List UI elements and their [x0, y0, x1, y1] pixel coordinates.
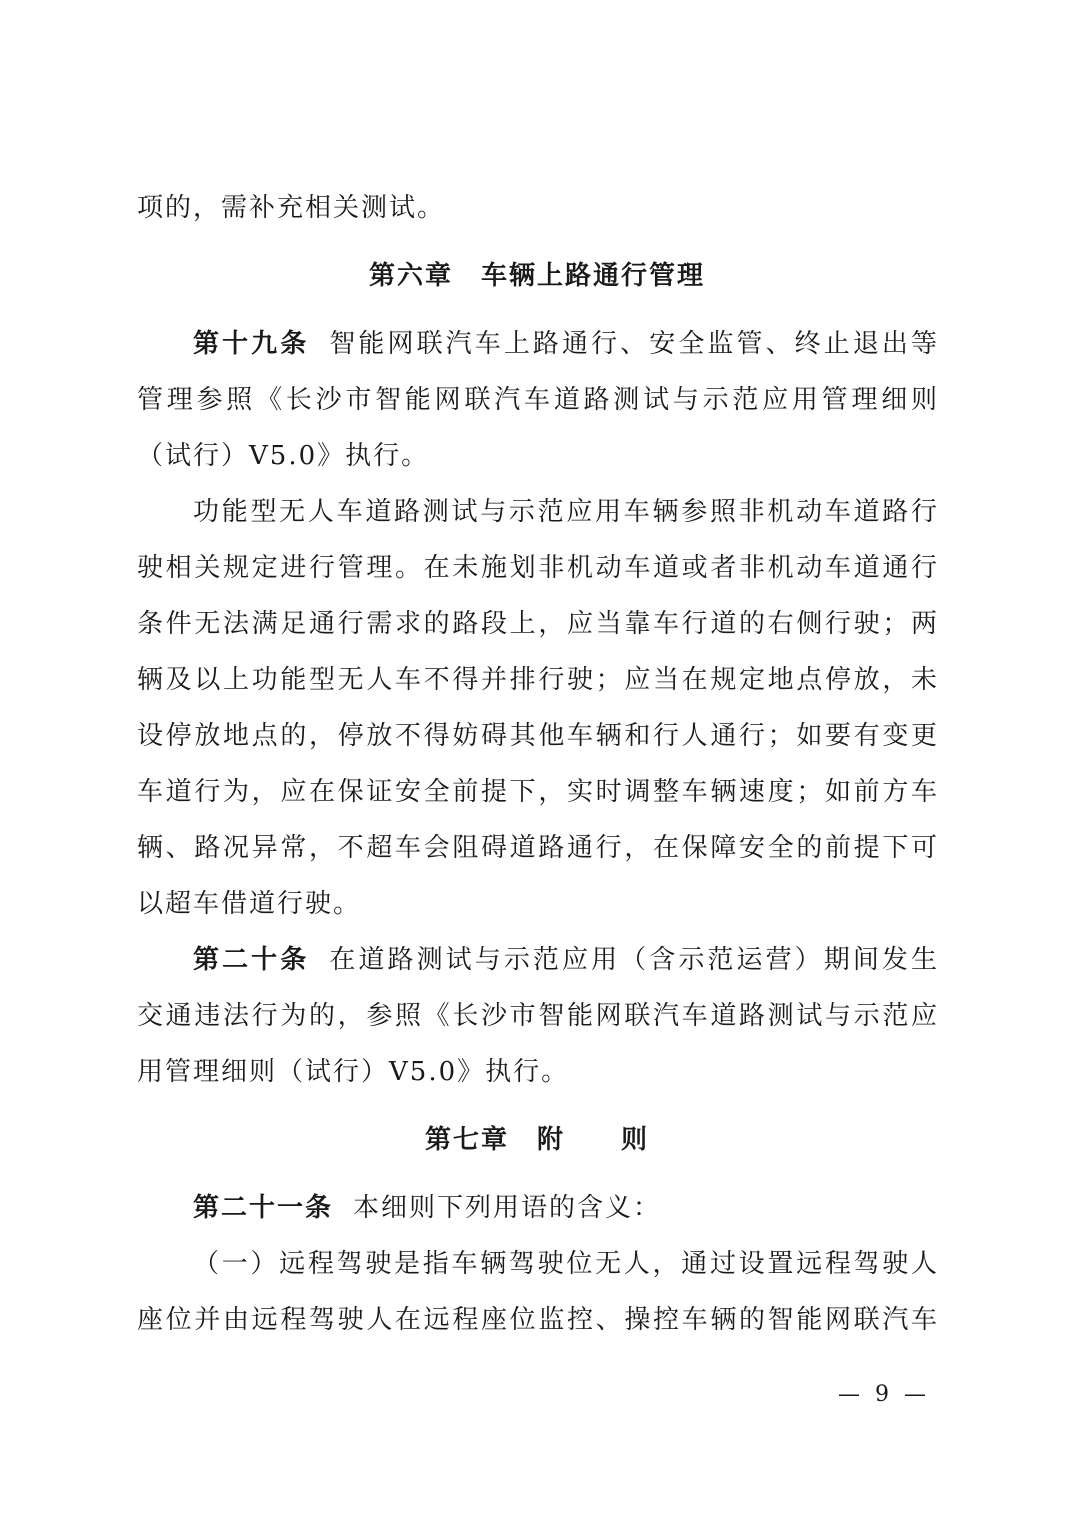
paragraph-line: 条件无法满足通行需求的路段上，应当靠车行道的右侧行驶；两	[137, 609, 937, 639]
article-21-line-1	[137, 1180, 937, 1236]
article-19-head: 第十九条	[193, 329, 310, 359]
paragraph-line: 以超车借道行驶。	[137, 889, 362, 919]
article-19-line-2: 管理参照《长沙市智能网联汽车道路测试与示范应用管理细则	[137, 385, 937, 415]
page-number: — 9 —	[838, 1382, 930, 1407]
continuation-text: 项的，需补充相关测试。	[137, 193, 446, 223]
article-20-line-2: 交通违法行为的，参照《长沙市智能网联汽车道路测试与示范应	[137, 1001, 937, 1031]
paragraph-line: 辆及以上功能型无人车不得并排行驶；应当在规定地点停放，未	[137, 665, 937, 695]
paragraph-line: 车道行为，应在保证安全前提下，实时调整车辆速度；如前方车	[137, 777, 937, 807]
paragraph-line: 驶相关规定进行管理。在未施划非机动车道或者非机动车道通行	[137, 553, 937, 583]
chapter-6-heading: 第六章 车辆上路通行管理	[368, 261, 705, 291]
article-19-line-1	[137, 316, 937, 372]
article-20-line-3: 用管理细则（试行）V5.0》执行。	[137, 1057, 570, 1087]
article-21-item-1-line-1: （一）远程驾驶是指车辆驾驶位无人，通过设置远程驾驶人	[193, 1249, 937, 1279]
article-20-line-1	[137, 932, 937, 988]
article-21-intro: 本细则下列用语的含义：	[353, 1193, 662, 1223]
chapter-7-heading: 第七章 附 则	[424, 1125, 649, 1155]
paragraph-line: 设停放地点的，停放不得妨碍其他车辆和行人通行；如要有变更	[137, 721, 937, 751]
page-content	[137, 180, 937, 1348]
paragraph-line: 辆、路况异常，不超车会阻碍道路通行，在保障安全的前提下可	[137, 833, 937, 863]
article-19-line-3: （试行）V5.0》执行。	[137, 441, 430, 471]
article-20-text: 在道路测试与示范应用（含示范运营）期间发生	[329, 945, 937, 975]
article-21-item-1-line-2: 座位并由远程驾驶人在远程座位监控、操控车辆的智能网联汽车	[137, 1305, 937, 1335]
article-21-head: 第二十一条	[193, 1193, 334, 1223]
article-20-head: 第二十条	[193, 945, 310, 975]
article-19-text: 智能网联汽车上路通行、安全监管、终止退出等	[329, 329, 937, 359]
paragraph-line: 功能型无人车道路测试与示范应用车辆参照非机动车道路行	[193, 497, 937, 527]
